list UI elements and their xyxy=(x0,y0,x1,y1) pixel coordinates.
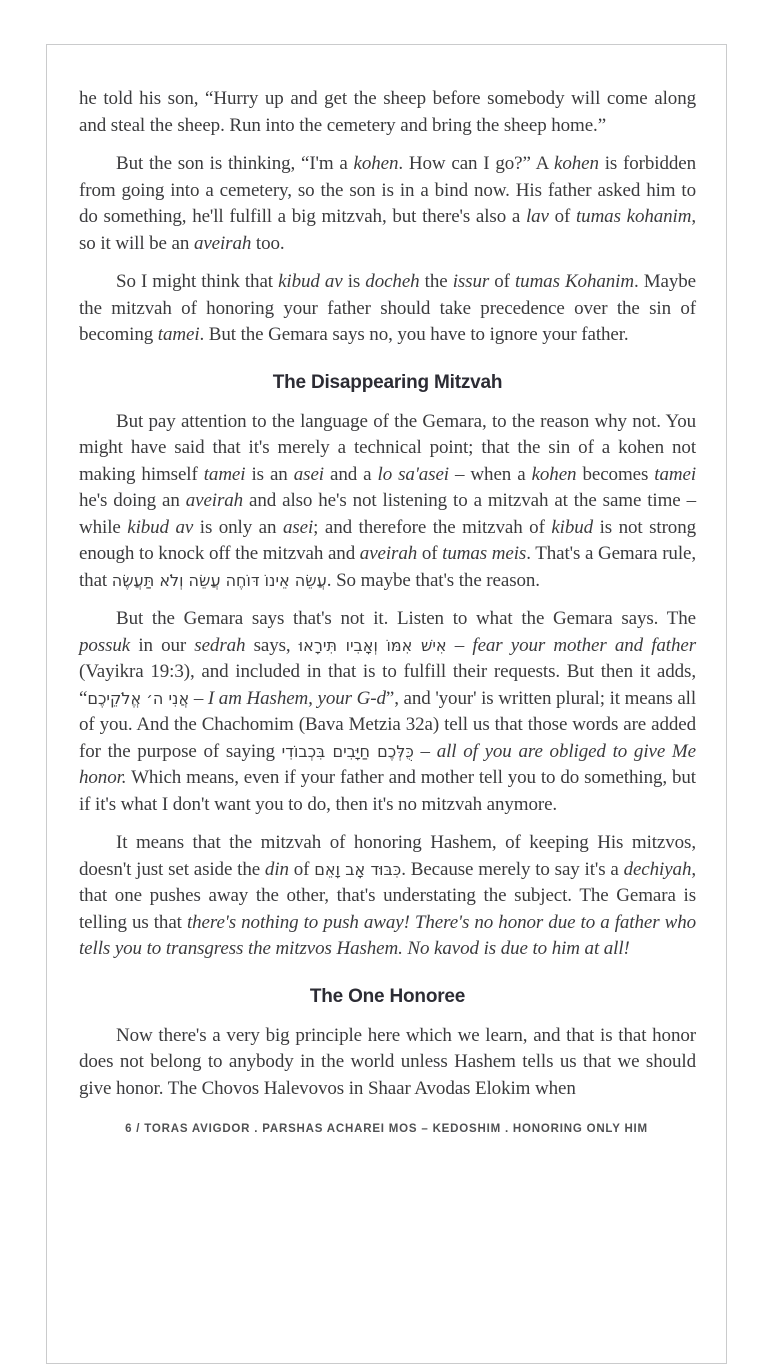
italic-run: kibud av xyxy=(278,271,343,292)
text-run: ”, and 'your' is written plural; it means all of you. And the Chachomim (Bava Metzia 32a) tell us that those words are added for the purpose of saying xyxy=(79,687,697,762)
text-run: , so it will be an xyxy=(79,206,697,254)
text-run: . That's a Gemara rule, that xyxy=(79,543,696,591)
italic-run: aveirah xyxy=(185,490,244,511)
text-run: in our xyxy=(130,634,195,656)
italic-run: asei xyxy=(293,463,324,485)
text-run: of xyxy=(288,858,315,880)
italic-run: I am Hashem, your G-d xyxy=(207,687,386,709)
paragraph xyxy=(79,151,696,257)
paragraph xyxy=(79,86,696,139)
italic-run: all of you are obliged to give Me honor. xyxy=(79,740,696,788)
text-run: (Vayikra 19:3), and included in that is to fulfill their requests. But then it adds, “ xyxy=(79,661,696,709)
text-run: is only an xyxy=(193,516,283,538)
italic-run: kohen xyxy=(531,463,577,485)
text-run: he's doing an xyxy=(79,490,186,511)
hebrew-phrase: אִישׁ אִמּוֹ וְאָבִיו תִּירָאוּ xyxy=(298,635,447,655)
hebrew-phrase: כִּבּוּד אָב וָאֵם xyxy=(314,859,402,879)
paragraph xyxy=(79,830,696,963)
paragraph xyxy=(79,269,696,349)
page-frame xyxy=(46,44,727,1364)
text-run: of xyxy=(489,271,515,292)
hebrew-phrase: עֲשֵׂה אֵינוֹ דּוֹחֶה עֲשֵׂה וְלֹא תַּעֲשֶׂה xyxy=(111,570,327,590)
paragraph xyxy=(79,1023,696,1103)
italic-run: aveirah xyxy=(359,543,418,564)
italic-run: lav xyxy=(525,206,549,227)
text-run: It means that the mitzvah of honoring Hashem, of keeping His mitzvos, doesn't just set aside the xyxy=(79,832,696,880)
paragraph xyxy=(79,409,696,595)
hebrew-phrase: כֻּלְּכֶם חַיָּבִים בִּכְבוֹדִי xyxy=(281,741,414,761)
text-run: the xyxy=(419,271,453,292)
paragraph xyxy=(79,606,696,818)
text-run: is forbidden from going into a cemetery, so the son is in a bind now. His father asked him to do something, he'll fulfill a big mitzvah, but there's also a xyxy=(79,153,696,227)
text-run: But the Gemara says that's not it. Listen to what the Gemara says. The xyxy=(116,608,696,629)
italic-run: fear your mother and father xyxy=(472,634,696,656)
text-run: – xyxy=(446,634,473,656)
italic-run: kohen xyxy=(554,153,599,174)
text-run: . So maybe that's the reason. xyxy=(326,569,540,591)
text-run: is xyxy=(342,271,366,292)
section-heading: The One Honoree xyxy=(309,985,466,1007)
italic-run: sedrah xyxy=(194,634,246,656)
text-run: is not strong enough to knock off the mitzvah and xyxy=(79,516,696,564)
italic-run: dechiyah xyxy=(623,858,692,880)
page-footer: 6 / TORAS AVIGDOR . PARSHAS ACHAREI MOS – KEDOSHIM . HONORING ONLY HIM xyxy=(125,1123,648,1135)
italic-run: din xyxy=(264,858,289,880)
italic-run: asei xyxy=(282,516,314,538)
italic-run: docheh xyxy=(365,271,420,292)
text-run: says, xyxy=(245,634,299,656)
text-run: and a xyxy=(323,463,378,485)
italic-run: kibud xyxy=(551,516,594,538)
italic-run: aveirah xyxy=(193,232,252,254)
italic-run: tamei xyxy=(654,463,696,485)
text-run: . Maybe the mitzvah of honoring your father should take precedence over the sin of becoming xyxy=(79,271,696,345)
italic-run: tamei xyxy=(157,324,200,345)
italic-run: tumas meis xyxy=(442,543,527,564)
italic-run: issur xyxy=(452,271,490,292)
italic-run: tumas Kohanim xyxy=(514,271,634,292)
text-run: . But the Gemara says no, you have to ignore your father. xyxy=(199,324,629,345)
text-run: So I might think that xyxy=(116,271,279,292)
text-run: – xyxy=(189,687,208,709)
text-run: But pay attention to the language of the Gemara, to the reason why not. You might have said that it's merely a technical point; that the sin of a kohen not making himself xyxy=(79,410,696,485)
hebrew-phrase: אֲנִי ה׳ אֱלֹקֵיכֶם xyxy=(87,688,190,708)
italic-run: possuk xyxy=(79,634,131,656)
text-run: of xyxy=(548,206,576,227)
text-run: and also he's not listening to a mitzvah at the same time – while xyxy=(79,490,696,538)
page-content xyxy=(47,45,726,1102)
text-run: ; and therefore the mitzvah of xyxy=(313,516,552,538)
text-run: . How can I go?” A xyxy=(398,153,554,174)
italic-run: kibud av xyxy=(127,516,194,538)
text-run: is an xyxy=(245,463,294,485)
text-run: too. xyxy=(251,232,285,254)
text-run: . Because merely to say it's a xyxy=(401,858,624,880)
text-run: Which means, even if your father and mother tell you to do something, but if it's what I don't want you to do, then it's no mitzvah anymore. xyxy=(79,767,696,815)
text-run: he told his son, “Hurry up and get the sheep before somebody will come along and steal the sheep. Run into the cemetery and bring the sheep home.” xyxy=(79,88,696,136)
italic-run: tumas kohanim xyxy=(575,206,692,227)
text-run: Now there's a very big principle here which we learn, and that is that honor does not belong to anybody in the world unless Hashem tells us that we should give honor. The Chovos Halevovos in Shaar Avodas Elokim when xyxy=(79,1024,696,1099)
text-run: of xyxy=(417,543,443,564)
text-run: , that one pushes away the other, that's understating the subject. The Gemara is telling us that xyxy=(79,858,697,933)
italic-run: there's nothing to push away! There's no honor due to a father who tells you to transgress the mitzvos Hashem. No kavod is due to him at all! xyxy=(79,911,696,959)
text-run: But the son is thinking, “I'm a xyxy=(116,153,354,174)
section-heading: The Disappearing Mitzvah xyxy=(272,371,503,393)
italic-run: kohen xyxy=(353,153,399,174)
italic-run: tamei xyxy=(203,463,246,485)
text-run: – when a xyxy=(448,463,532,485)
text-run: – xyxy=(413,740,437,762)
italic-run: lo sa'asei xyxy=(377,463,449,485)
text-run: becomes xyxy=(576,463,655,485)
